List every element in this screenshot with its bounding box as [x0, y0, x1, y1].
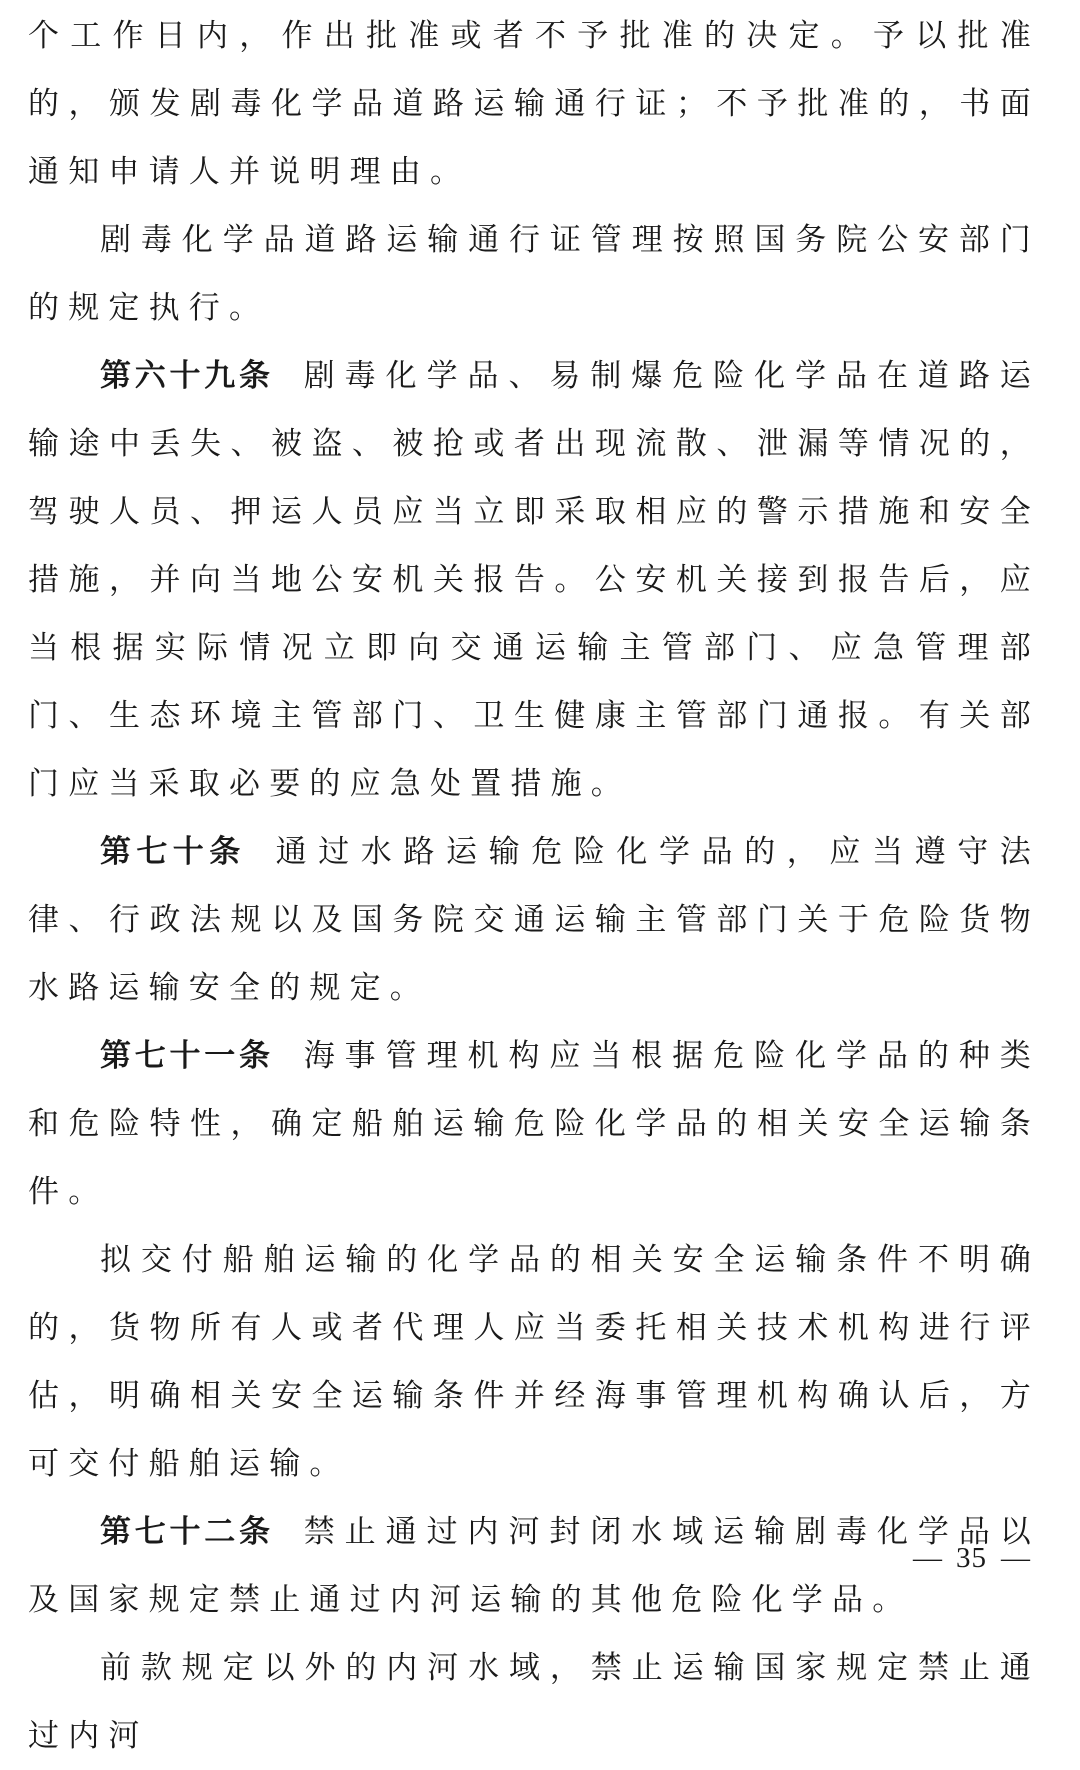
article-heading: 第七十条	[100, 834, 246, 870]
paragraph-text: 个工作日内，作出批准或者不予批准的决定。予以批准的，颁发剧毒化学品道路运输通行证；不予批准的，书面通知申请人并说明理由。	[28, 18, 1040, 190]
paragraph-text: 海事管理机构应当根据危险化学品的种类和危险特性，确定船舶运输危险化学品的相关安全运输条件。	[28, 1038, 1040, 1210]
page-number-footer	[899, 1538, 1044, 1578]
article-69	[28, 342, 1040, 818]
paragraph-text: 剧毒化学品、易制爆危险化学品在道路运输途中丢失、被盗、被抢或者出现流散、泄漏等情况的，驾驶人员、押运人员应当立即采取相应的警示措施和安全措施，并向当地公安机关报告。公安机关接到报告后，应当根据实际情况立即向交通运输主管部门、应急管理部门、生态环境主管部门、卫生健康主管部门通报。有关部门应当采取必要的应急处置措施。	[28, 358, 1040, 802]
paragraph-1	[28, 2, 1040, 206]
paragraph-text: 拟交付船舶运输的化学品的相关安全运输条件不明确的，货物所有人或者代理人应当委托相关技术机构进行评估，明确相关安全运输条件并经海事管理机构确认后，方可交付船舶运输。	[28, 1242, 1040, 1482]
page-number-dash-left: —	[913, 1542, 942, 1574]
article-heading: 第七十二条	[100, 1514, 274, 1550]
paragraph-8	[28, 1634, 1040, 1770]
paragraph-text: 前款规定以外的内河水域，禁止运输国家规定禁止通过内河	[28, 1650, 1040, 1754]
article-70	[28, 818, 1040, 1022]
page-number: 35	[956, 1542, 987, 1574]
article-heading: 第六十九条	[100, 358, 274, 394]
article-71	[28, 1022, 1040, 1226]
document-body	[28, 2, 1040, 1770]
page-number-dash-right: —	[1001, 1542, 1030, 1574]
paragraph-2	[28, 206, 1040, 342]
article-heading: 第七十一条	[100, 1038, 274, 1074]
paragraph-text: 禁止通过内河封闭水域运输剧毒化学品以及国家规定禁止通过内河运输的其他危险化学品。	[28, 1514, 1040, 1618]
paragraph-6	[28, 1226, 1040, 1498]
paragraph-text: 剧毒化学品道路运输通行证管理按照国务院公安部门的规定执行。	[28, 222, 1040, 326]
paragraph-text: 通过水路运输危险化学品的，应当遵守法律、行政法规以及国务院交通运输主管部门关于危险货物水路运输安全的规定。	[28, 834, 1040, 1006]
article-72	[28, 1498, 1040, 1634]
